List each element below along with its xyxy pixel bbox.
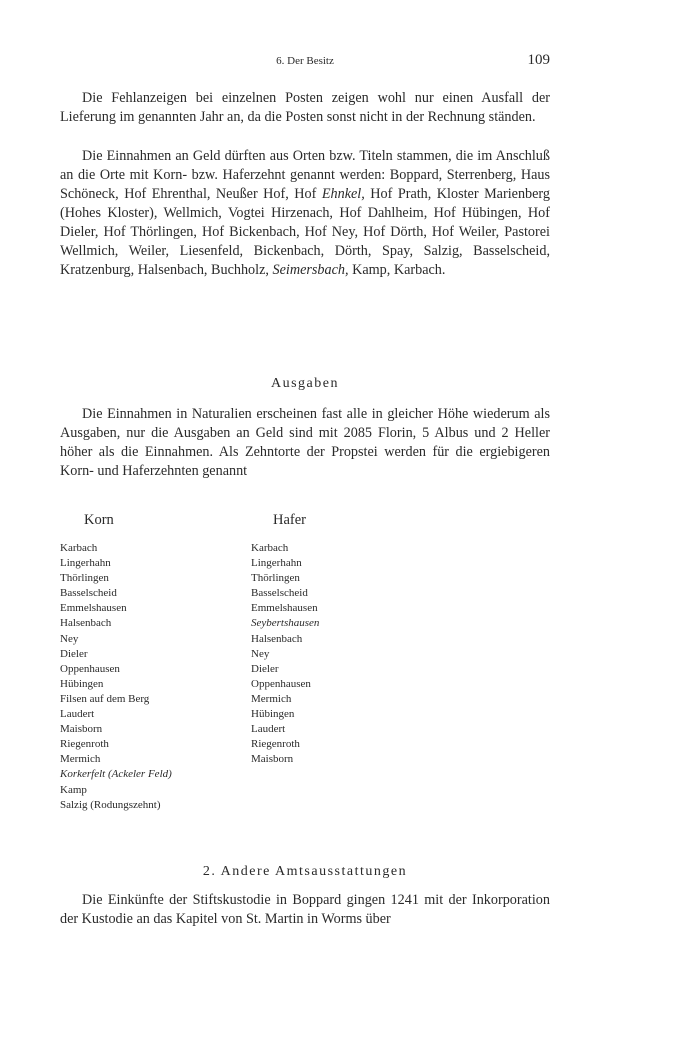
list-item: Halsenbach [60, 617, 112, 630]
list-item: Basselscheid [60, 587, 117, 600]
list-item: Mermich [60, 753, 101, 766]
list-item: Hübingen [251, 708, 295, 721]
korn-column-heading: Korn [84, 512, 114, 528]
list-item: Riegenroth [60, 738, 109, 751]
list-item: Dieler [60, 647, 88, 660]
list-item: Laudert [60, 708, 95, 721]
page-number: 109 [527, 52, 550, 68]
text-run: Hof Prath, Kloster Marienberg (Hohes Kloster), Wellmich, Vogtei Hirzenach, Hof Dahlheim, Hof Hübingen, Hof Dieler, Hof Thörlingen, Hof Bickenbach, Hof Ney, Hof Dörth, Hof Weiler, Pastorei Wellmich, Weiler, Liesenfeld, Bickenbach, Dörth, Spay, Salzig, Basselscheid, Kratzenburg, Halsenbach, Buchholz, [60, 186, 550, 278]
italic-place-name: Ehnkel, [321, 186, 365, 202]
list-item: Halsenbach [251, 632, 303, 645]
list-item: Maisborn [251, 753, 294, 766]
list-item: Ney [60, 632, 79, 645]
list-item: Karbach [60, 542, 98, 554]
section-heading-ausgaben: Ausgaben [271, 376, 339, 391]
korn-list [60, 541, 172, 813]
paragraph-text: Die Fehlanzeigen bei einzelnen Posten zeigen wohl nur einen Ausfall der Lieferung im genannten Jahr an, da die Posten sonst nicht in der Rechnung ständen. [60, 90, 550, 125]
list-item: Mermich [251, 692, 292, 705]
list-item: Riegenroth [251, 738, 300, 751]
hafer-column-heading: Hafer [273, 512, 307, 528]
list-item: Dieler [251, 662, 279, 675]
text-run: Die Einnahmen an Geld dürften aus Orten bzw. Titeln stammen, die im Anschluß an die Orte mit Korn- bzw. Haferzehnt genannt werden: Boppard, Sterrenberg, Haus Schöneck, Hof Ehrenthal, Neußer Hof, Hof [60, 148, 550, 202]
list-item: Korkerfelt (Ackeler Feld) [60, 768, 172, 781]
list-item: Hübingen [60, 677, 104, 690]
paragraph-text [60, 147, 550, 280]
hafer-list [251, 541, 319, 767]
paragraph-einnahmen [60, 147, 550, 280]
list-item: Maisborn [60, 723, 103, 736]
list-item: Emmelshausen [60, 602, 127, 615]
paragraph-fehlanzeigen [60, 89, 550, 127]
paragraph-text: Die Einnahmen in Naturalien erscheinen fast alle in gleicher Höhe wiederum als Ausgaben, nur die Ausgaben an Geld sind mit 2085 Florin, 5 Albus und 2 Heller höher als die Einnahmen. Als Zehntorte der Propstei werden für die ergiebigeren Korn- und Haferzehnten genannt [60, 406, 550, 479]
list-item: Oppenhausen [251, 677, 311, 690]
list-item: Thörlingen [251, 572, 300, 585]
list-item: Thörlingen [60, 572, 109, 585]
list-item: Salzig (Rodungszehnt) [60, 798, 161, 811]
running-head [60, 52, 550, 70]
section-heading-amtsausstattungen: 2. Andere Amtsausstattungen [202, 864, 408, 879]
paragraph-text: Die Einkünfte der Stiftskustodie in Boppard gingen 1241 mit der Inkorporation der Kustodie an das Kapitel von St. Martin in Worms über [60, 892, 550, 927]
list-item: Kamp [60, 783, 87, 796]
list-item: Oppenhausen [60, 662, 120, 675]
list-item: Laudert [251, 723, 286, 736]
list-item: Seybertshausen [251, 617, 320, 630]
running-title: 6. Der Besitz [276, 55, 334, 67]
list-item: Filsen auf dem Berg [60, 692, 150, 705]
italic-place-name: Seimersbach, [272, 262, 349, 278]
list-item: Lingerhahn [60, 557, 111, 570]
paragraph-ausgaben [60, 405, 550, 481]
list-item: Ney [251, 647, 270, 660]
list-item: Lingerhahn [251, 557, 302, 570]
list-item: Emmelshausen [251, 602, 318, 615]
list-item: Basselscheid [251, 587, 308, 600]
list-item: Karbach [251, 542, 289, 554]
paragraph-stiftskustodie [60, 891, 550, 929]
text-run: Kamp, Karbach. [348, 262, 446, 278]
